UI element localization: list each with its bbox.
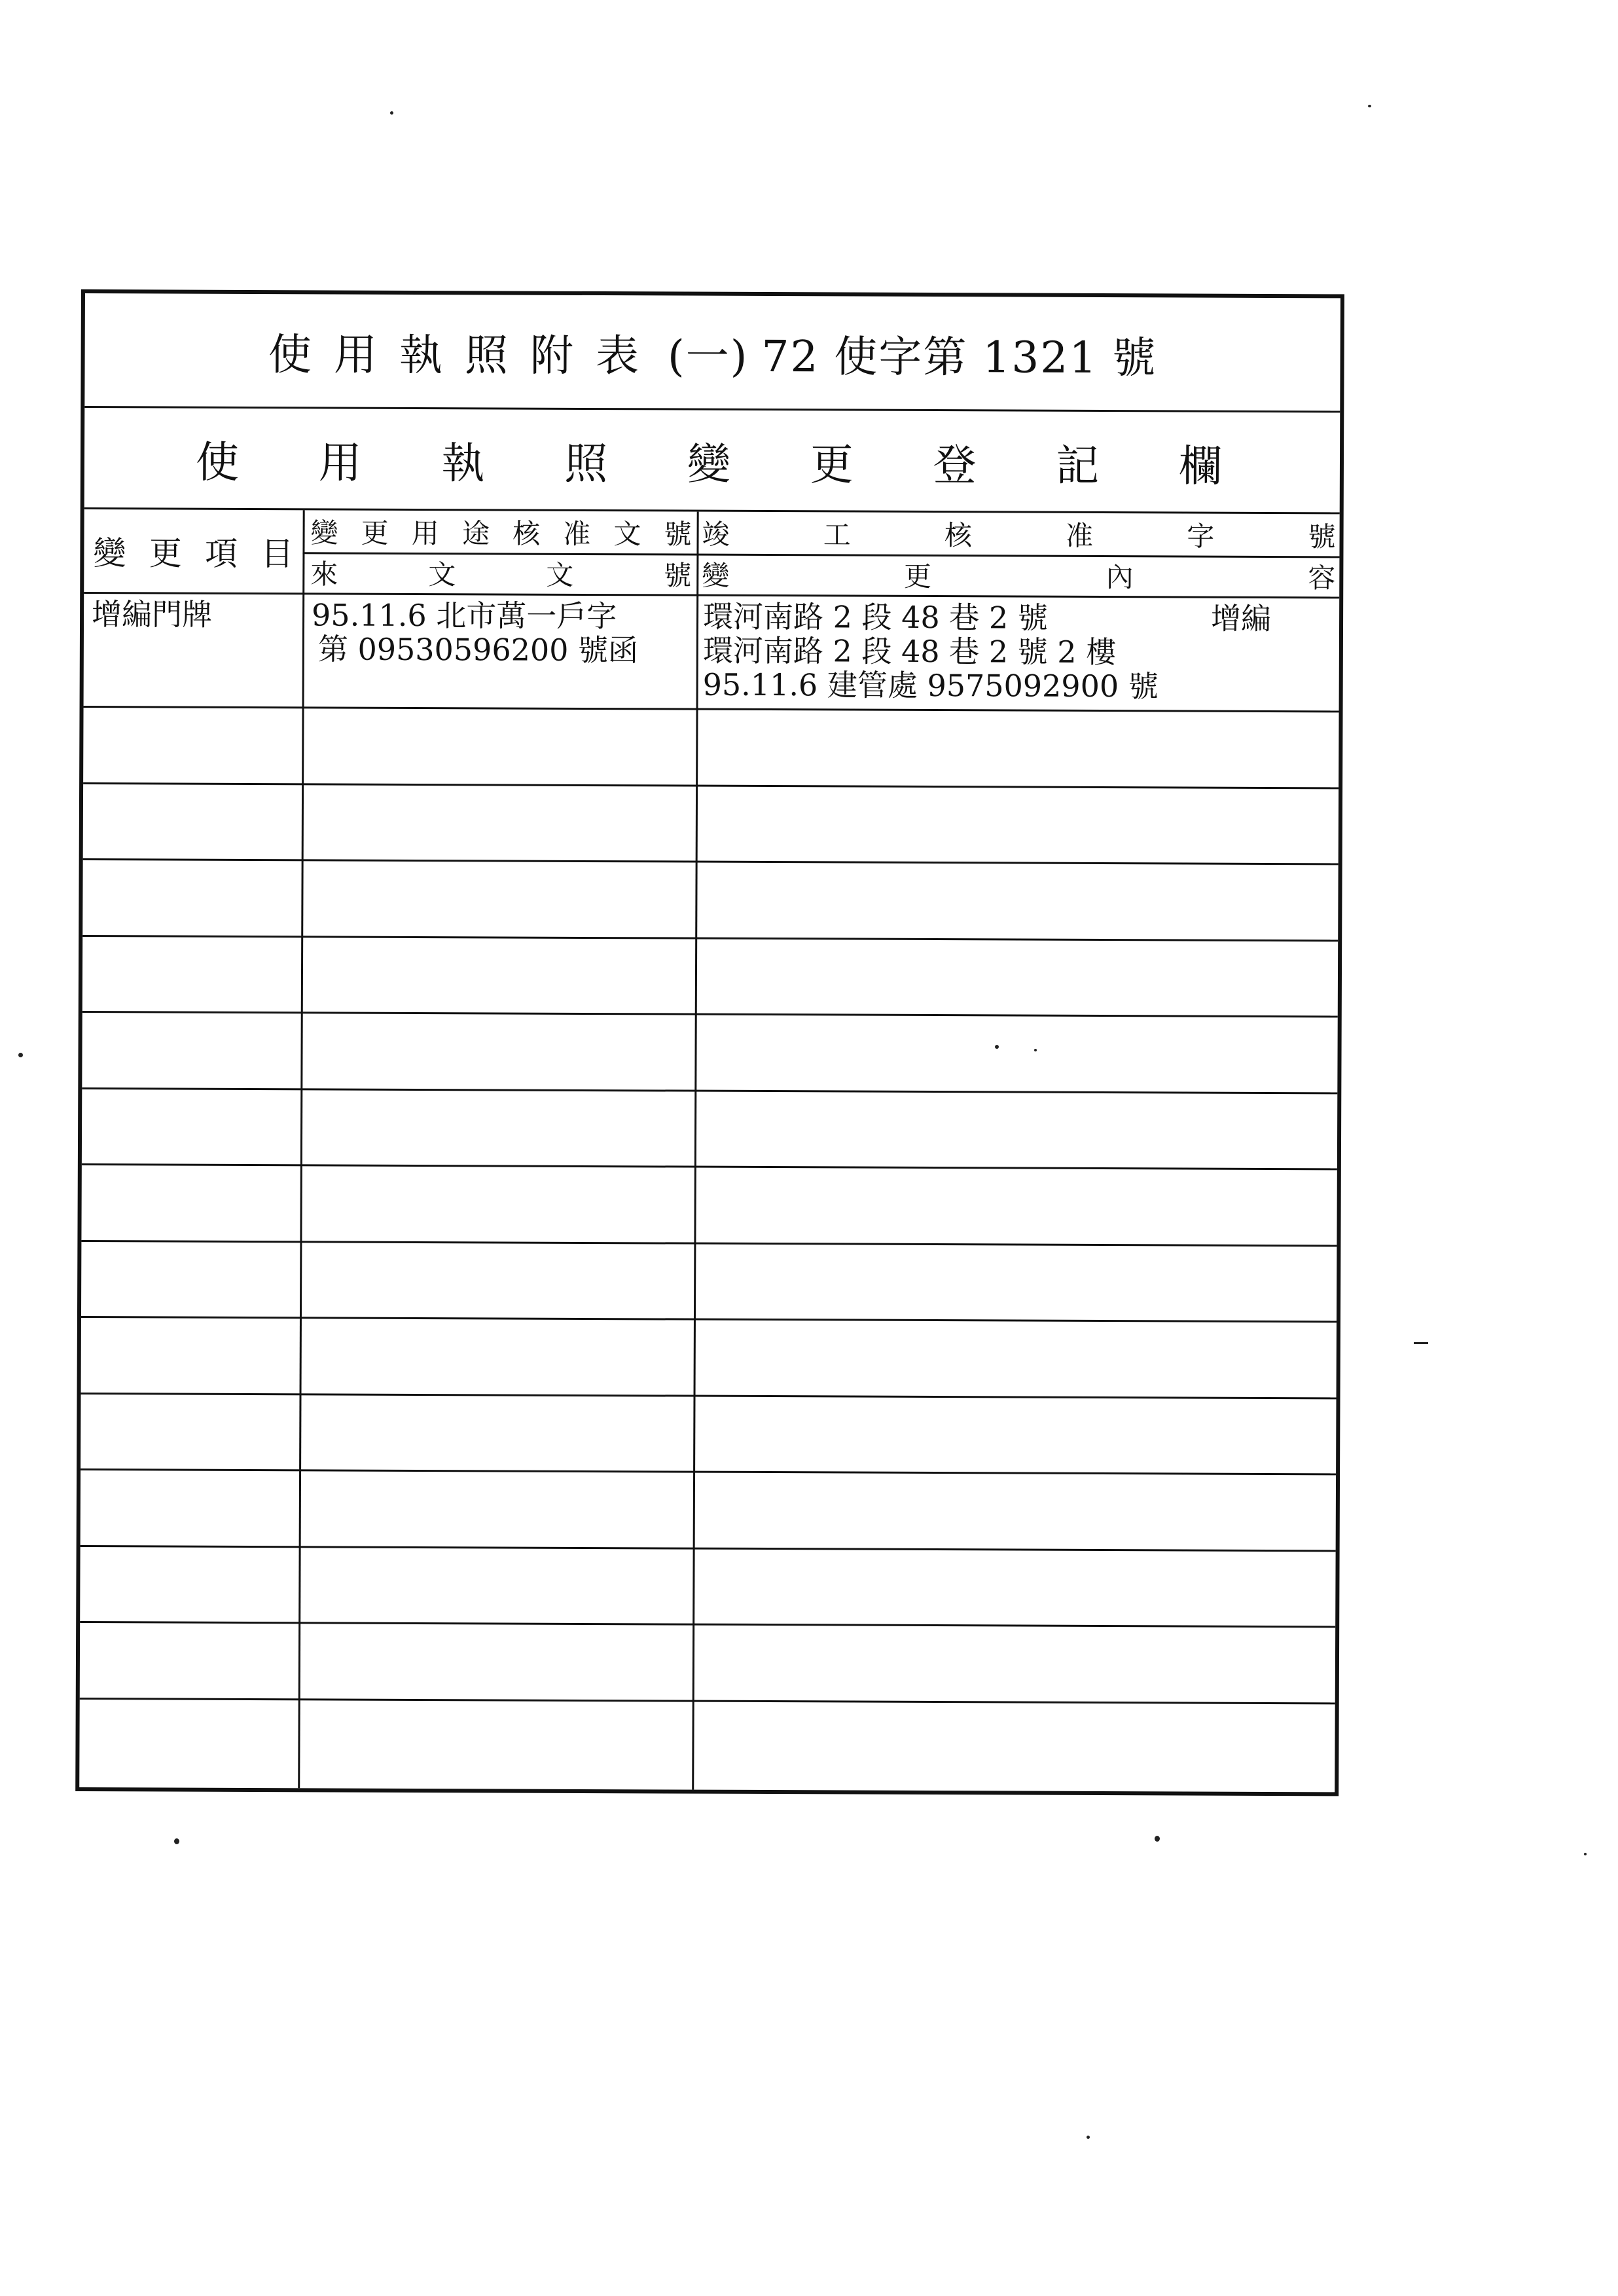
entry-content-tag: 增編 xyxy=(1210,600,1272,636)
scan-speck xyxy=(174,1838,179,1844)
header-approval-doc-number: 變 更 用 途 核 准 文 號 xyxy=(310,517,692,551)
row-line xyxy=(81,1240,1337,1247)
column-divider xyxy=(298,510,304,1788)
heading-char: 記 xyxy=(1056,440,1100,491)
heading-char: 使 xyxy=(195,437,240,488)
row-line xyxy=(83,858,1339,865)
scan-speck xyxy=(1414,1342,1428,1344)
form-title-main: 使用執照附表 xyxy=(268,329,662,381)
row-line xyxy=(80,1621,1335,1628)
entry-content-line: 環河南路 2 段 48 巷 2 號 xyxy=(702,598,1049,636)
scan-speck xyxy=(1087,2136,1090,2139)
license-form xyxy=(75,289,1344,1796)
heading-char: 登 xyxy=(933,439,977,490)
row-line xyxy=(80,1698,1335,1704)
row-line xyxy=(81,1468,1336,1475)
change-register-heading xyxy=(84,408,1340,514)
scan-speck xyxy=(390,111,393,115)
heading-char: 更 xyxy=(810,439,854,490)
form-license-number: 72 使字第 1321 xyxy=(761,331,1098,383)
header-incoming-doc-number: 來 文 文 號 xyxy=(310,558,692,592)
heading-char: 欄 xyxy=(1178,440,1223,492)
change-register-table xyxy=(79,509,1339,1792)
scan-speck xyxy=(1155,1836,1160,1842)
row-line xyxy=(82,1163,1337,1170)
form-title xyxy=(84,293,1340,412)
row-line xyxy=(81,1393,1337,1399)
scan-speck xyxy=(1368,105,1371,107)
entry-content-line: 95.11.6 建管處 9575092900 號 xyxy=(702,666,1159,704)
row-line xyxy=(82,1087,1337,1094)
header-completion-approval-number: 竣 工 核 准 字 號 xyxy=(702,518,1336,553)
entry-doc-line: 第 09530596200 號函 xyxy=(317,631,639,668)
header-change-item: 變 更 項 目 xyxy=(93,534,294,574)
heading-char: 變 xyxy=(687,439,731,490)
heading-char: 照 xyxy=(564,438,608,489)
heading-char: 用 xyxy=(318,437,362,488)
column-divider xyxy=(692,512,698,1790)
row-line xyxy=(83,782,1339,789)
entry-doc-line: 95.11.6 北市萬一戶字 xyxy=(311,597,617,634)
scan-speck xyxy=(1034,1049,1037,1051)
row-line xyxy=(82,935,1338,941)
row-line xyxy=(82,1011,1338,1017)
heading-char: 執 xyxy=(441,437,485,488)
scan-speck xyxy=(18,1053,23,1057)
row-line xyxy=(81,1545,1336,1552)
entry-content-line: 環河南路 2 段 48 巷 2 號 2 樓 xyxy=(702,632,1117,670)
entry-item: 增編門牌 xyxy=(91,596,213,632)
header-change-content: 變 更 內 容 xyxy=(702,559,1336,594)
row-line xyxy=(84,706,1339,712)
scan-speck xyxy=(995,1045,999,1049)
scan-speck xyxy=(1584,1853,1587,1855)
form-title-paren: (一) xyxy=(667,330,749,382)
form-title-suffix: 號 xyxy=(1112,332,1157,383)
row-line xyxy=(81,1316,1337,1322)
